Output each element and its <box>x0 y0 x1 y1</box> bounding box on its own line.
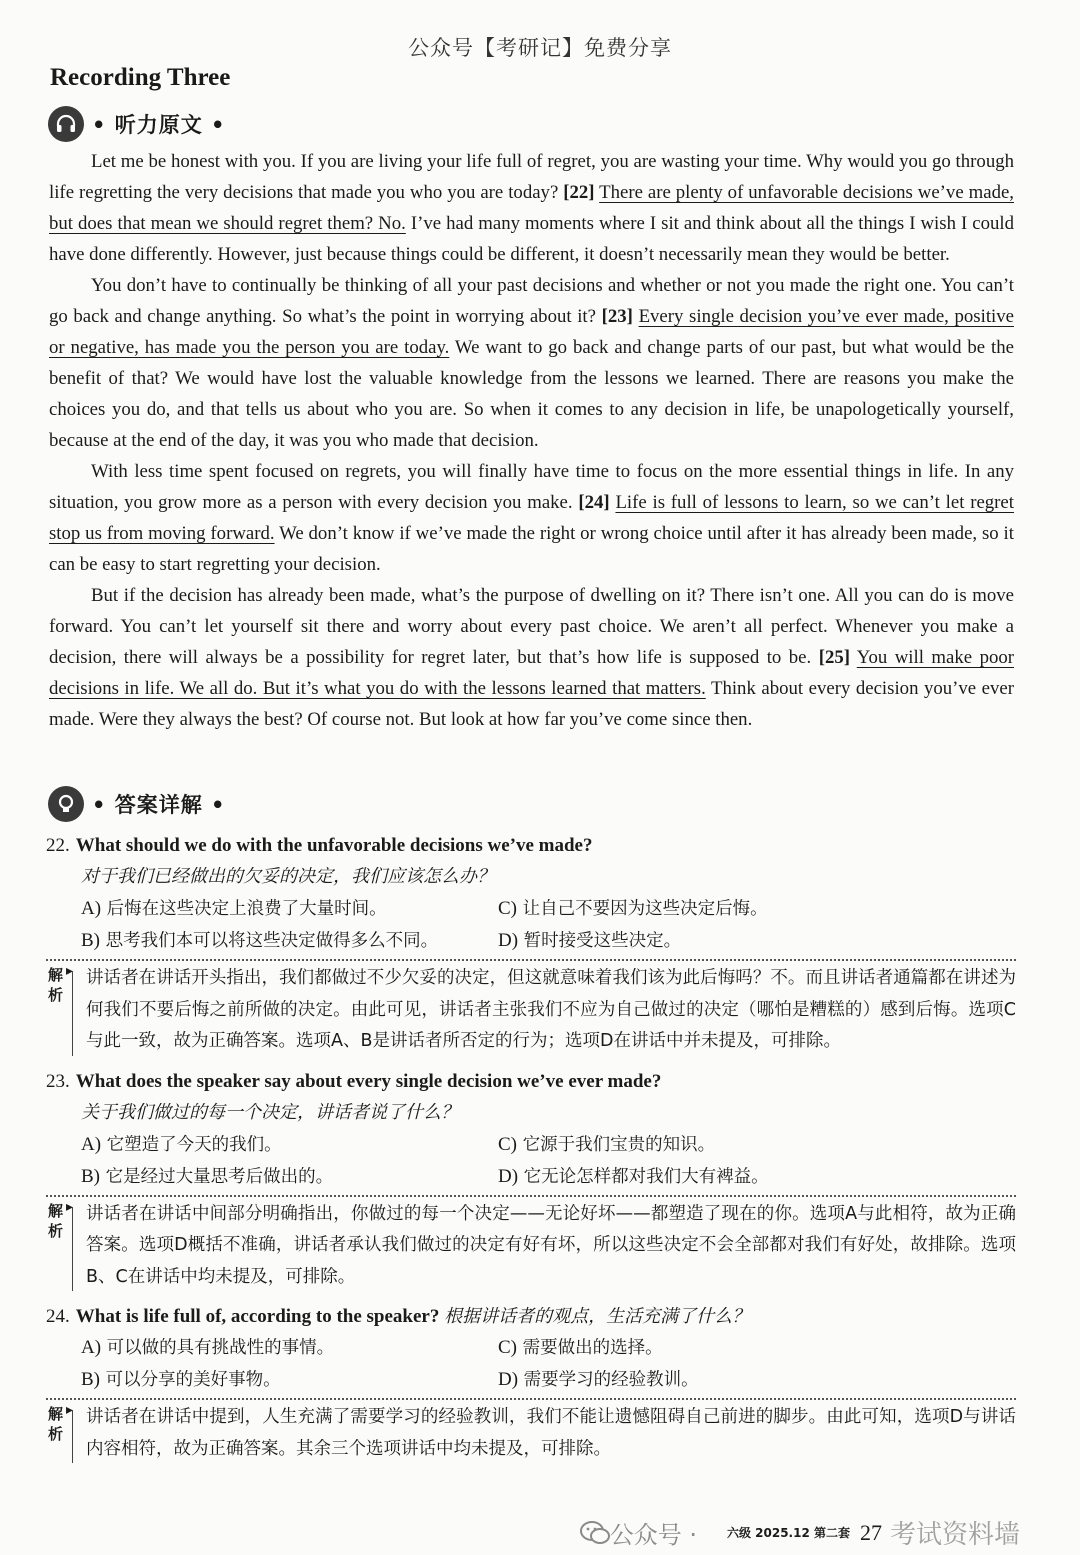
question-block <box>46 1301 1016 1469</box>
option-c: C) 需要做出的选择。 <box>498 1337 663 1358</box>
answers-body <box>46 830 1016 1473</box>
option-b: B) 它是经过大量思考后做出的。 <box>81 1165 334 1187</box>
option-d: D) 它无论怎样都对我们大有裨益。 <box>498 1165 769 1187</box>
lightbulb-icon <box>48 786 84 822</box>
options-grid <box>81 893 1016 957</box>
transcript-section-header <box>48 106 225 142</box>
transcript-body <box>49 146 1014 735</box>
option-a: A) 它塑造了今天的我们。 <box>81 1133 282 1155</box>
question-title: 24. What is life full of, according to the speaker? 根据讲话者的观点，生活充满了什么？ <box>46 1306 751 1327</box>
analysis-text: 讲话者在讲话开头指出，我们都做过不少欠妥的决定，但这就意味着我们该为此后悔吗？不。而且讲话者通篇都在讲述为何我们不要后悔之前所做的决定。由此可见，讲话者主张我们不应为自己做过的决定（哪怕是糟糕的）感到后悔。选项C与此一致，故为正确答案。选项A、B是讲话者所否定的行为；选项D在讲话中并未提及，可排除。 <box>86 968 1016 1051</box>
analysis-box <box>46 1195 1016 1298</box>
options-grid <box>81 1129 1016 1193</box>
question-translation: 关于我们做过的每一个决定，讲话者说了什么？ <box>81 1101 459 1123</box>
page-footer <box>580 1514 1020 1551</box>
option-d: D) 暂时接受这些决定。 <box>498 930 682 951</box>
headphones-icon <box>48 106 84 142</box>
top-watermark: 公众号【考研记】免费分享 <box>408 36 672 60</box>
arrow-icon: ▸ <box>66 1198 74 1215</box>
option-a: A) 可以做的具有挑战性的事情。 <box>81 1337 335 1358</box>
arrow-icon: ▸ <box>66 963 74 979</box>
transcript-paragraph: But if the decision has already been made, what’s the purpose of dwelling on it? There isn’t one. All you can do is move forward. You can’t let yourself sit there and worry about every past choice. We aren’t all perfect. Whenever you make a decision, there will always be a possibility for regret later, but that’s how life is supposed to be. [25] You will make poor decisions in life. We all do. But it’s what you do with the lessons learned that matters. Think about every decision you’ve ever made. Were they always the best? Of course not. But look at how far you’ve come since then. <box>49 585 1015 730</box>
option-a: A) 后悔在这些决定上浪费了大量时间。 <box>81 898 387 919</box>
question-title: 22. What should we do with the unfavorable decisions we’ve made? <box>46 835 593 856</box>
transcript-paragraph: Let me be honest with you. If you are living your life full of regret, you are wasting your time. Why would you go through life regretting the very decisions that made you who you are today? [22] There are plenty of unfavorable decisions we’ve made, but does that mean we should regret them? No. I’ve had many moments where I sit and think about all the things I wish I could have done differently. However, just because things could be different, it doesn’t necessarily mean they would be better. <box>49 151 1014 265</box>
transcript-paragraph: With less time spent focused on regrets, you will finally have time to focus on the more essential things in life. In any situation, you grow more as a person with every decision you make. [24] Life is full of lessons to learn, so we can’t let regret stop us from moving forward. We don’t know if we’ve made the right or wrong choice until after it has already been made, so it can be easy to start regretting your decision. <box>49 461 1014 575</box>
question-marker: [25] <box>818 647 850 668</box>
question-title: 23. What does the speaker say about every single decision we’ve ever made? <box>46 1070 662 1092</box>
answers-section-label: • 答案详解 • <box>92 793 226 817</box>
option-c: C) 它源于我们宝贵的知识。 <box>498 1133 716 1155</box>
option-d: D) 需要学习的经验教训。 <box>498 1369 699 1390</box>
analysis-label: 解析 <box>48 1201 64 1240</box>
transcript-paragraph: You don’t have to continually be thinking of all your past decisions and whether or not you made the right one. You can’t go back and change anything. So what’s the point in worrying about it? [23] Every single decision you’ve ever made, positive or negative, has made you the person you are today. We want to go back and change parts of our past, but what would be the benefit of that? We would have lost the valuable knowledge from the lessons we learned. There are reasons you make the choices you do, and that tells us about who you are. So when it comes to any decision in life, be unapologetically yourself, because at the end of the day, it was you who made that decision. <box>49 275 1014 451</box>
question-marker: [23] <box>601 306 633 327</box>
wechat-icon <box>580 1520 610 1546</box>
question-marker: [24] <box>578 492 610 513</box>
question-block <box>46 1066 1016 1298</box>
analysis-box <box>46 959 1016 1062</box>
analysis-label: 解析 <box>48 1405 64 1443</box>
underlined-answer: Life is full of lessons to learn, so we can’t let regret stop us from moving forward. <box>49 492 1014 544</box>
analysis-text: 讲话者在讲话中间部分明确指出，你做过的每一个决定——无论好坏——都塑造了现在的你。选项A与此相符，故为正确答案。选项D概括不准确，讲话者承认我们做过的决定有好有坏，所以这些决定不会全部都对我们有好处，故排除。选项B、C在讲话中均未提及，可排除。 <box>86 1203 1016 1287</box>
footer-watermark: 公众号 · <box>609 1521 697 1549</box>
arrow-icon: ▸ <box>66 1402 74 1418</box>
option-b: B) 思考我们本可以将这些决定做得多么不同。 <box>81 930 439 951</box>
footer-watermark-right: 考试资料墙 <box>889 1520 1020 1550</box>
analysis-label: 解析 <box>48 966 64 1004</box>
recording-title: Recording Three <box>50 64 231 91</box>
underlined-answer: You will make poor decisions in life. We all do. But it’s what you do with the lessons learned that matters. <box>49 647 1015 699</box>
question-translation: 对于我们已经做出的欠妥的决定，我们应该怎么办？ <box>81 866 495 887</box>
options-grid <box>81 1332 1016 1396</box>
exam-level-label: 六级 2025.12 第二套 <box>726 1526 850 1540</box>
option-c: C) 让自己不要因为这些决定后悔。 <box>498 898 768 919</box>
question-block <box>46 830 1016 1062</box>
page-number: 27 <box>859 1519 882 1545</box>
question-marker: [22] <box>563 182 595 203</box>
answers-section-header <box>48 786 225 822</box>
analysis-text: 讲话者在讲话中提到，人生充满了需要学习的经验教训，我们不能让遗憾阻碍自己前进的脚步。由此可知，选项D与讲话内容相符，故为正确答案。其余三个选项讲话中均未提及，可排除。 <box>86 1407 1016 1459</box>
analysis-box <box>46 1398 1016 1469</box>
underlined-answer: There are plenty of unfavorable decisions we’ve made, but does that mean we should regret them? No. <box>49 182 1014 234</box>
transcript-section-label: • 听力原文 • <box>92 113 226 137</box>
option-b: B) 可以分享的美好事物。 <box>81 1369 281 1390</box>
underlined-answer: Every single decision you’ve ever made, positive or negative, has made you the person you are today. <box>49 306 1014 358</box>
